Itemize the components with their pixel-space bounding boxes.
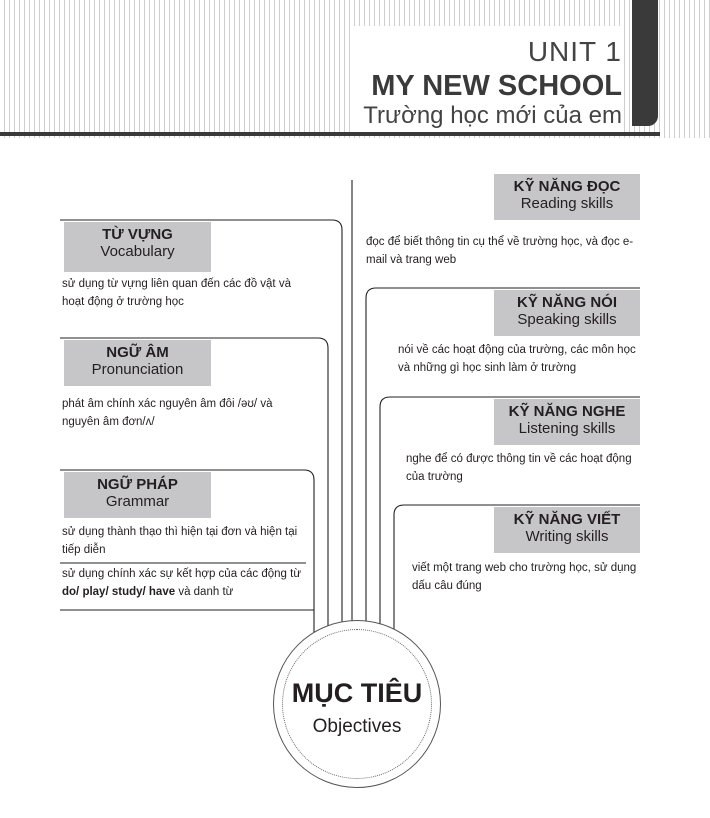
label-pronunciation-en: Pronunciation [91,361,184,379]
label-pronunciation [64,340,211,386]
label-speaking-en: Speaking skills [517,311,617,329]
label-vocabulary-vn: TỪ VỰNG [102,226,173,243]
label-grammar-en: Grammar [105,493,170,511]
label-writing [494,507,640,553]
objectives-title-en: Objectives [312,716,402,737]
desc-speaking: nói về các hoạt động của trường, các môn học và những gì học sinh làm ở trường [398,344,636,374]
label-speaking [494,290,640,336]
label-reading-vn: KỸ NĂNG ĐỌC [513,178,621,195]
label-reading [494,174,640,220]
label-listening-vn: KỸ NĂNG NGHE [508,403,626,420]
desc-reading: đọc để biết thông tin cụ thể về trường học, và đọc e-mail và trang web [366,236,634,266]
label-pronunciation-vn: NGỮ ÂM [106,344,169,361]
desc-grammar-1: sử dụng thành thạo thì hiện tại đơn và hiện tại tiếp diễn [62,526,298,556]
unit-number: UNIT 1 [527,36,622,67]
label-listening [494,399,640,445]
objectives-title-vn: MỤC TIÊU [291,678,423,708]
label-writing-vn: KỸ NĂNG VIẾT [513,511,621,528]
unit-title: MY NEW SCHOOL [371,70,622,102]
desc-grammar-2-end: và danh từ [175,585,234,598]
label-reading-en: Reading skills [520,195,614,213]
label-vocabulary [64,222,211,272]
desc-vocabulary: sử dụng từ vựng liên quan đến các đồ vật và hoạt động ở trường học [62,278,291,308]
desc-pronunciation: phát âm chính xác nguyên âm đôi /əʊ/ và nguyên âm đơn/ʌ/ [62,398,273,428]
desc-listening: nghe để có được thông tin về các hoạt động của trường [406,453,632,483]
label-listening-en: Listening skills [518,420,616,438]
desc-grammar-2-verbs: do/ play/ study/ have [62,585,176,598]
label-speaking-vn: KỸ NĂNG NÓI [516,294,617,311]
label-vocabulary-en: Vocabulary [100,243,175,261]
label-grammar [64,472,211,518]
label-grammar-vn: NGỮ PHÁP [97,476,178,493]
desc-writing: viết một trang web cho trường học, sử dụng dấu câu đúng [412,562,637,592]
desc-grammar-2 [62,566,307,602]
label-writing-en: Writing skills [525,528,609,546]
desc-grammar-2-text: sử dụng chính xác sự kết hợp của các động từ [62,568,302,580]
unit-subtitle: Trường học mới của em [363,102,622,129]
